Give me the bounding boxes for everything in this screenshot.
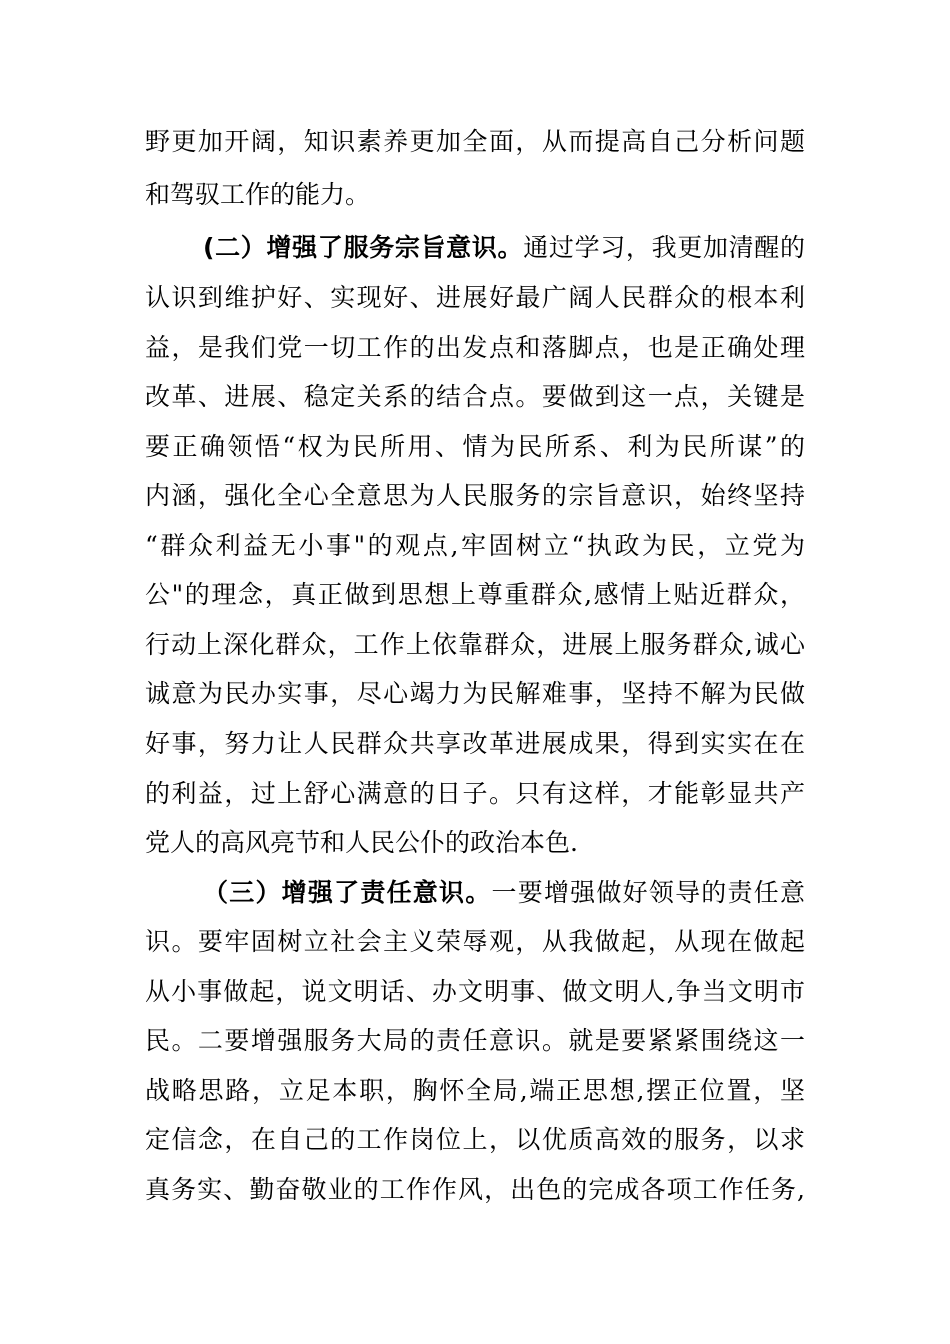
paragraph-2-first-line	[203, 228, 805, 268]
paragraph-3-line: 识。要牢固树立社会主义荣辱观，从我做起，从现在做起	[145, 927, 805, 956]
paragraph-3-first-line-text: 一要增强做好领导的责任意	[491, 878, 805, 907]
paragraph-2-line: “群众利益无小事"的观点,牢固树立“执政为民，立党为	[145, 531, 805, 560]
paragraph-2-line: 益，是我们党一切工作的出发点和落脚点，也是正确处理	[145, 333, 805, 362]
section-heading-2: (二）增强了服务宗旨意识。	[203, 233, 524, 262]
paragraph-3-line: 真务实、勤奋敬业的工作作风，出色的完成各项工作任务,	[145, 1175, 805, 1204]
paragraph-1-line-1: 野更加开阔，知识素养更加全面，从而提高自己分析问题	[145, 127, 805, 156]
paragraph-2-line: 认识到维护好、实现好、进展好最广阔人民群众的根本利	[145, 283, 805, 312]
paragraph-3-line: 战略思路，立足本职，胸怀全局,端正思想,摆正位置，坚	[145, 1076, 805, 1105]
paragraph-2-line: 公"的理念，真正做到思想上尊重群众,感情上贴近群众，	[145, 580, 805, 609]
paragraph-2-first-line-text: 通过学习，我更加清醒的	[523, 233, 805, 262]
paragraph-2-line: 要正确领悟“权为民所用、情为民所系、利为民所谋”的	[145, 432, 805, 461]
paragraph-2-line: 改革、进展、稳定关系的结合点。要做到这一点，关键是	[145, 382, 805, 411]
paragraph-3-line: 从小事做起，说文明话、办文明事、做文明人,争当文明市	[145, 977, 805, 1006]
paragraph-2-line: 内涵，强化全心全意思为人民服务的宗旨意识，始终坚持	[145, 481, 805, 510]
paragraph-2-line: 的利益，过上舒心满意的日子。只有这样，才能彰显共产	[145, 779, 805, 808]
paragraph-1-line-2: 和驾驭工作的能力。	[145, 180, 371, 209]
paragraph-3-line: 定信念，在自己的工作岗位上，以优质高效的服务，以求	[145, 1125, 805, 1154]
paragraph-2-line: 好事，努力让人民群众共享改革进展成果，得到实实在在	[145, 729, 805, 758]
paragraph-2-line: 诚意为民办实事，尽心竭力为民解难事，坚持不解为民做	[145, 679, 805, 708]
paragraph-3-line: 民。二要增强服务大局的责任意识。就是要紧紧围绕这一	[145, 1026, 805, 1055]
paragraph-2-line: 行动上深化群众，工作上依靠群众，进展上服务群众,诚心	[145, 630, 805, 659]
section-heading-3: （三）增强了责任意识。	[203, 878, 492, 907]
paragraph-3-first-line	[203, 873, 805, 913]
paragraph-2-line: 党人的高风亮节和人民公仆的政治本色.	[145, 828, 578, 857]
